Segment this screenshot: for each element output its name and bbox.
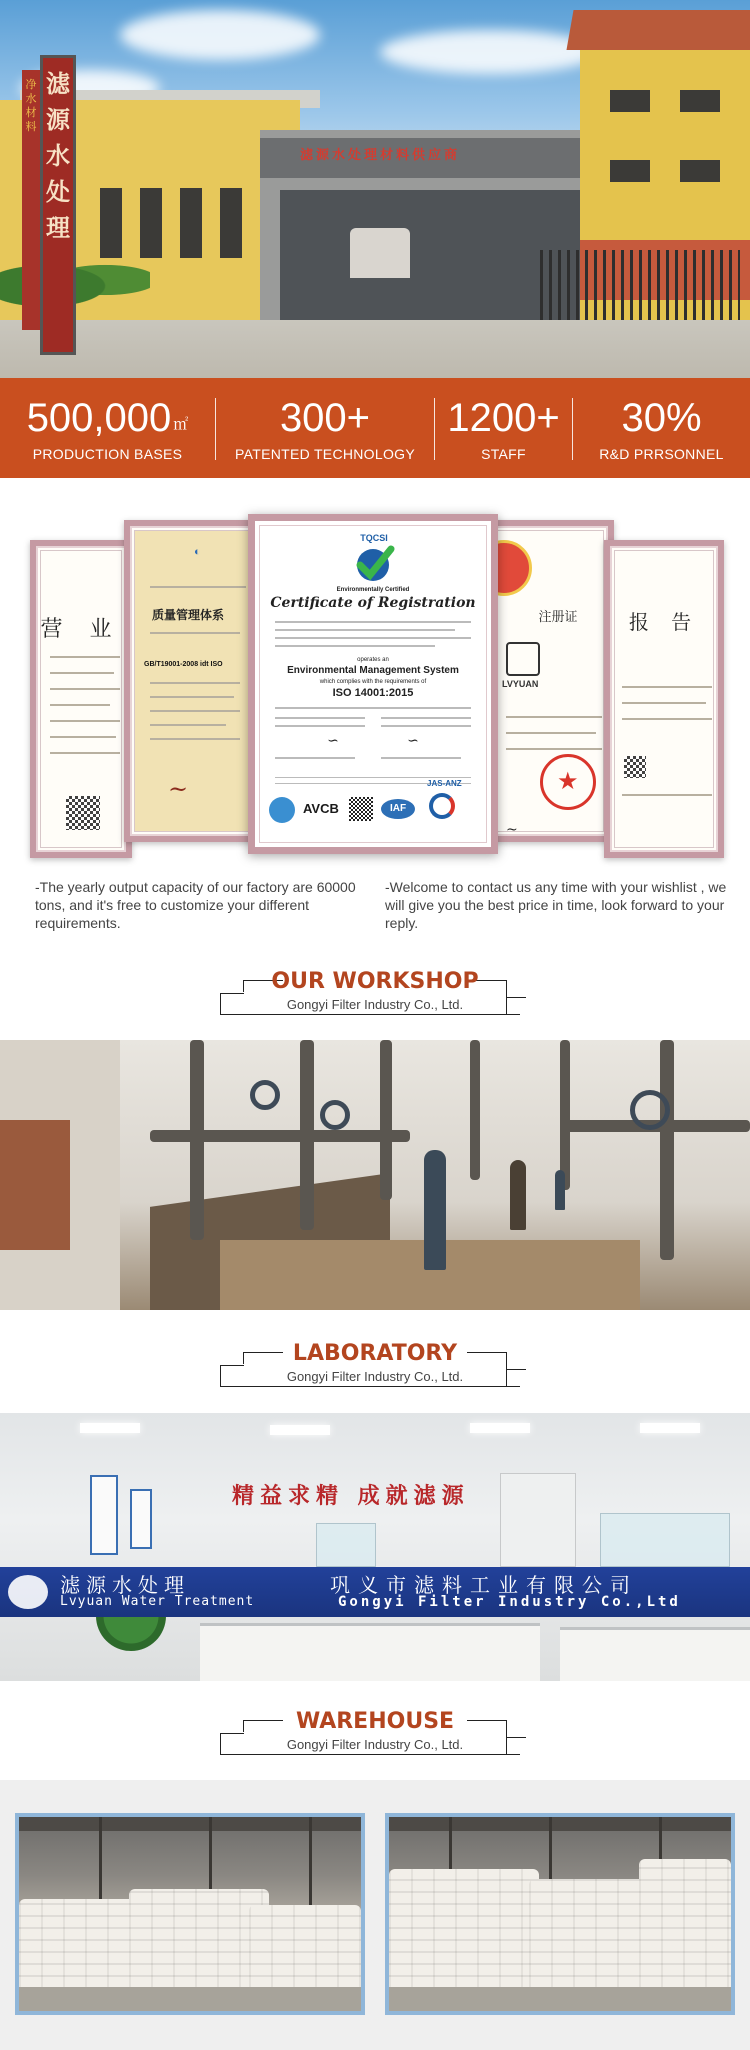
cert-complies: which complies with the requirements of [319, 679, 427, 685]
text-line [622, 718, 712, 720]
laboratory-photo [0, 1413, 750, 1681]
workshop-photo [0, 1040, 750, 1310]
section-title: LABORATORY [292, 1341, 458, 1366]
text-line [622, 702, 706, 704]
banner-cn-left: 滤源水处理 [60, 1573, 190, 1597]
section-title: OUR WORKSHOP [271, 969, 479, 994]
jas-anz-logo: JAS-ANZ [427, 779, 462, 788]
cert-inner [134, 530, 254, 832]
window [680, 90, 720, 112]
text-line [150, 738, 240, 740]
text-line [506, 748, 602, 750]
ceiling-light [80, 1423, 140, 1433]
pipe [470, 1040, 480, 1180]
intro-capacity-text: -The yearly output capacity of our factory are 60000 tons, and it's free to customize your different requirements. [35, 879, 356, 931]
quality-management-certificate [124, 520, 264, 842]
window [220, 188, 242, 258]
pipe [560, 1040, 570, 1190]
pipe [150, 1130, 410, 1142]
brand-name: LVYUAN [502, 679, 539, 689]
cloud [380, 30, 600, 74]
glassware-shelf [600, 1513, 730, 1567]
pipe [660, 1040, 674, 1260]
floor [19, 1987, 361, 2011]
wall-poster [90, 1475, 118, 1555]
text-line [506, 732, 596, 734]
cert-title: 报 告 [628, 610, 700, 634]
test-report-certificate [604, 540, 724, 858]
worker [510, 1160, 526, 1230]
ceiling-light [470, 1423, 530, 1433]
window [180, 188, 202, 258]
text-line [275, 637, 471, 639]
lab-bench [200, 1623, 540, 1681]
side-sign-text: 净水材料 [25, 79, 37, 133]
section-subtitle: Gongyi Filter Industry Co., Ltd. [286, 997, 464, 1012]
text-line [50, 736, 116, 738]
brick-stack [0, 1120, 70, 1250]
text-line [381, 717, 471, 719]
cert-title: 注册证 [538, 610, 578, 625]
company-banner [0, 1567, 750, 1617]
gate-sign-text: 滤源水处理材料供应商 [300, 148, 461, 163]
valve-wheel-icon [320, 1100, 350, 1130]
stat-production-bases [0, 378, 215, 478]
warehouse-photo-left [15, 1813, 365, 2015]
banner-cn-right: 巩义市滤料工业有限公司 [330, 1573, 638, 1597]
brand-logo-icon [506, 642, 540, 676]
stat-value: 300+ [279, 396, 371, 440]
bag-stack [19, 1899, 139, 1989]
cert-main-title: Certificate of Registration [270, 595, 476, 611]
text-line [622, 686, 712, 688]
stat-staff [435, 378, 572, 478]
fume-hood [500, 1473, 576, 1567]
text-line [275, 717, 365, 719]
roof [389, 1817, 731, 1831]
certificates-showcase [0, 478, 750, 858]
valve-wheel-icon [630, 1090, 670, 1130]
wall-poster [130, 1489, 152, 1549]
text-line [50, 672, 114, 674]
warehouse-section-header [0, 1705, 750, 1765]
red-seal-stamp-icon: ★ [540, 754, 596, 810]
org-logo-icon: ◐ [194, 546, 201, 558]
stat-value: 500,000 ㎡ [26, 396, 189, 440]
bag-stack [249, 1905, 361, 1989]
company-logo-icon [8, 1575, 48, 1609]
registration-certificate [486, 520, 614, 842]
section-subtitle: Gongyi Filter Industry Co., Ltd. [286, 1737, 464, 1752]
retractable-gate [540, 250, 740, 320]
qr-code-icon [66, 796, 100, 830]
text-line [275, 621, 471, 623]
section-subtitle: Gongyi Filter Industry Co., Ltd. [286, 1369, 464, 1384]
text-line [381, 757, 461, 759]
bag-stack [639, 1859, 731, 1989]
text-line [275, 707, 471, 709]
stat-unit: ㎡ [173, 416, 189, 433]
stat-label: PRODUCTION BASES [32, 446, 183, 462]
stat-rd-personnel [573, 378, 750, 478]
warehouse-photo-right [385, 1813, 735, 2015]
valve-wheel-icon [250, 1080, 280, 1110]
tqcsi-check-icon [351, 545, 395, 585]
bag-stack [129, 1889, 269, 1989]
avcb-logo: AVCB [303, 801, 339, 816]
text-line [50, 688, 120, 690]
qr-code-icon [349, 797, 373, 821]
frame-line [220, 1754, 520, 1755]
intro-contact-text: -Welcome to contact us any time with your wishlist , we will give you the best price in time, look forward to your reply. [385, 879, 727, 931]
iso-14001-certificate [248, 514, 498, 854]
text-line [275, 757, 355, 759]
window [610, 160, 650, 182]
window [610, 90, 650, 112]
ceiling-light [640, 1423, 700, 1433]
banner-en-right: Gongyi Filter Industry Co.,Ltd [338, 1594, 681, 1610]
text-line [150, 586, 246, 588]
cert-title: 营 业 [40, 617, 122, 642]
signature-icon: ~ [168, 775, 189, 803]
stat-value: 30% [621, 396, 702, 440]
worker [555, 1170, 565, 1210]
stat-patented-technology [216, 378, 434, 478]
text-line [622, 794, 712, 796]
water-dispenser-bottles [316, 1523, 376, 1567]
frame-line [220, 1014, 520, 1015]
signature-icon: ~ [506, 822, 518, 838]
jas-anz-icon [429, 793, 455, 819]
qr-code-icon [624, 756, 646, 778]
floor [389, 1987, 731, 2011]
text-line [50, 704, 110, 706]
business-license-certificate [30, 540, 132, 858]
banner-en-left: Lvyuan Water Treatment [60, 1594, 255, 1609]
text-line [506, 716, 602, 718]
text-line [150, 710, 240, 712]
window [680, 160, 720, 182]
lab-bench [560, 1627, 750, 1681]
worker [424, 1150, 446, 1270]
hero-factory-photo [0, 0, 750, 378]
text-line [275, 629, 455, 631]
iaf-logo: IAF [381, 799, 415, 819]
text-line [275, 725, 365, 727]
stat-label: PATENTED TECHNOLOGY [235, 446, 415, 462]
factory-door [280, 190, 580, 330]
ground [0, 320, 750, 378]
text-line [150, 632, 240, 634]
tqcsi-logo-text: TQCSI [360, 533, 388, 543]
cert-standard: GB/T19001-2008 idt ISO [144, 661, 223, 668]
cloud [120, 10, 320, 60]
text-line [150, 696, 234, 698]
cert-operates: operates an [357, 657, 389, 663]
wall-slogan: 精益求精 成就滤源 [232, 1483, 470, 1509]
text-line [50, 720, 120, 722]
text-line [275, 645, 435, 647]
bag-stack [389, 1869, 539, 1989]
stats-bar [0, 378, 750, 478]
cert-inner [614, 550, 714, 848]
text-line [150, 724, 226, 726]
stat-label: R&D PRRSONNEL [599, 446, 724, 462]
signature-icon: ∽ [407, 733, 419, 749]
signature-icon: ∽ [327, 733, 339, 749]
stat-value: 1200+ [447, 396, 560, 440]
text-line [150, 682, 240, 684]
text-line [50, 656, 120, 658]
accreditation-logos [269, 779, 479, 827]
cert-title: 质量管理体系 [151, 608, 224, 622]
text-line [381, 725, 471, 727]
text-line [50, 752, 120, 754]
laboratory-section-header [0, 1337, 750, 1397]
section-title: WAREHOUSE [295, 1709, 455, 1734]
window [100, 188, 122, 258]
cert-header: Environmentally Certified [336, 587, 410, 593]
right-building-roof [566, 10, 750, 50]
frame-line [220, 1386, 520, 1387]
tanker-truck [350, 228, 410, 278]
window [140, 188, 162, 258]
pipe [380, 1040, 392, 1200]
cert-standard: ISO 14001:2015 [332, 687, 414, 699]
ceiling-light [270, 1425, 330, 1435]
workshop-section-header [0, 965, 750, 1025]
stat-label: STAFF [481, 446, 526, 462]
text-line [275, 777, 471, 778]
badge-icon [269, 797, 295, 823]
sign-tower-text: 滤源水处理 [46, 69, 70, 242]
bag-stack [529, 1879, 649, 1989]
cert-system: Environmental Management System [287, 665, 459, 676]
